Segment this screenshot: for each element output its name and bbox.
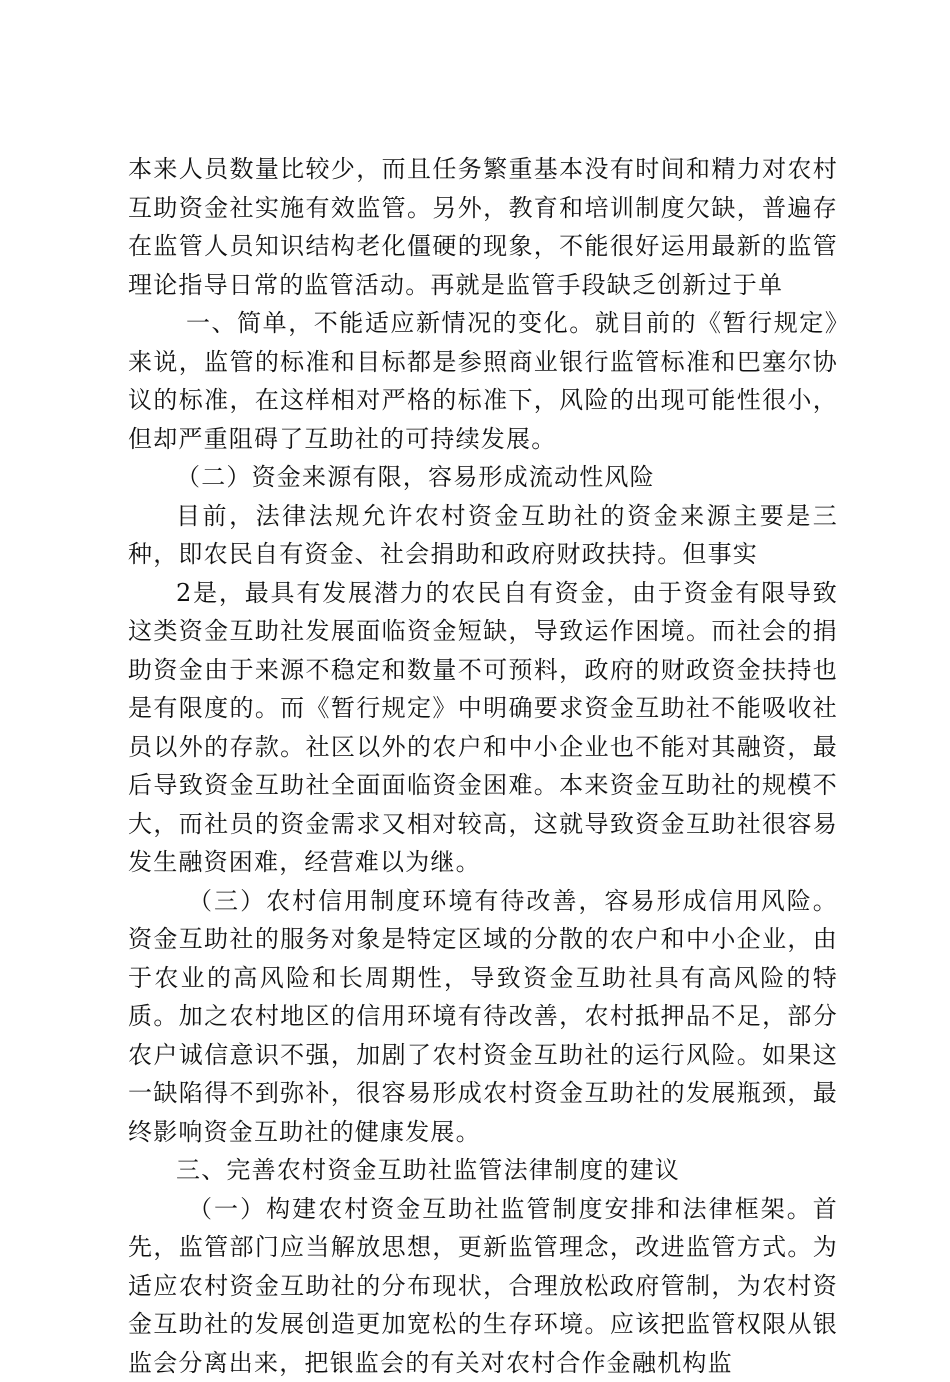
document-body [128, 150, 838, 1382]
paragraph-6: （一）构建农村资金互助社监管制度安排和法律框架。首先，监管部门应当解放思想，更新监管理念，改进监管方式。为适应农村资金互助社的分布现状，合理放松政府管制，为农村资金互助社的发展创造更加宽松的生存环境。应该把监管权限从银监会分离出来，把银监会的有关对农村合作金融机构监 [128, 1190, 838, 1382]
section-heading-2: （二）资金来源有限，容易形成流动性风险 [128, 458, 838, 497]
section-heading-3: 三、完善农村资金互助社监管法律制度的建议 [128, 1151, 838, 1190]
paragraph-5: （三）农村信用制度环境有待改善，容易形成信用风险。资金互助社的服务对象是特定区域的分散的农户和中小企业，由于农业的高风险和长周期性，导致资金互助社具有高风险的特质。加之农村地区的信用环境有待改善，农村抵押品不足，部分农户诚信意识不强，加剧了农村资金互助社的运行风险。如果这一缺陷得不到弥补，很容易形成农村资金互助社的发展瓶颈，最终影响资金互助社的健康发展。 [128, 882, 838, 1152]
paragraph-4: 2是，最具有发展潜力的农民自有资金，由于资金有限导致这类资金互助社发展面临资金短缺，导致运作困境。而社会的捐助资金由于来源不稳定和数量不可预料，政府的财政资金扶持也是有限度的。而《暂行规定》中明确要求资金互助社不能吸收社员以外的存款。社区以外的农户和中小企业也不能对其融资，最后导致资金互助社全面面临资金困难。本来资金互助社的规模不大，而社员的资金需求又相对较高，这就导致资金互助社很容易发生融资困难，经营难以为继。 [128, 574, 838, 882]
paragraph-3: 目前，法律法规允许农村资金互助社的资金来源主要是三种，即农民自有资金、社会捐助和政府财政扶持。但事实 [128, 497, 838, 574]
paragraph-2: 一、简单，不能适应新情况的变化。就目前的《暂行规定》来说，监管的标准和目标都是参照商业银行监管标准和巴塞尔协议的标准，在这样相对严格的标准下，风险的出现可能性很小，但却严重阻碍了互助社的可持续发展。 [128, 304, 838, 458]
paragraph-1: 本来人员数量比较少，而且任务繁重基本没有时间和精力对农村互助资金社实施有效监管。另外，教育和培训制度欠缺，普遍存在监管人员知识结构老化僵硬的现象，不能很好运用最新的监管理论指导日常的监管活动。再就是监管手段缺乏创新过于单 [128, 150, 838, 304]
